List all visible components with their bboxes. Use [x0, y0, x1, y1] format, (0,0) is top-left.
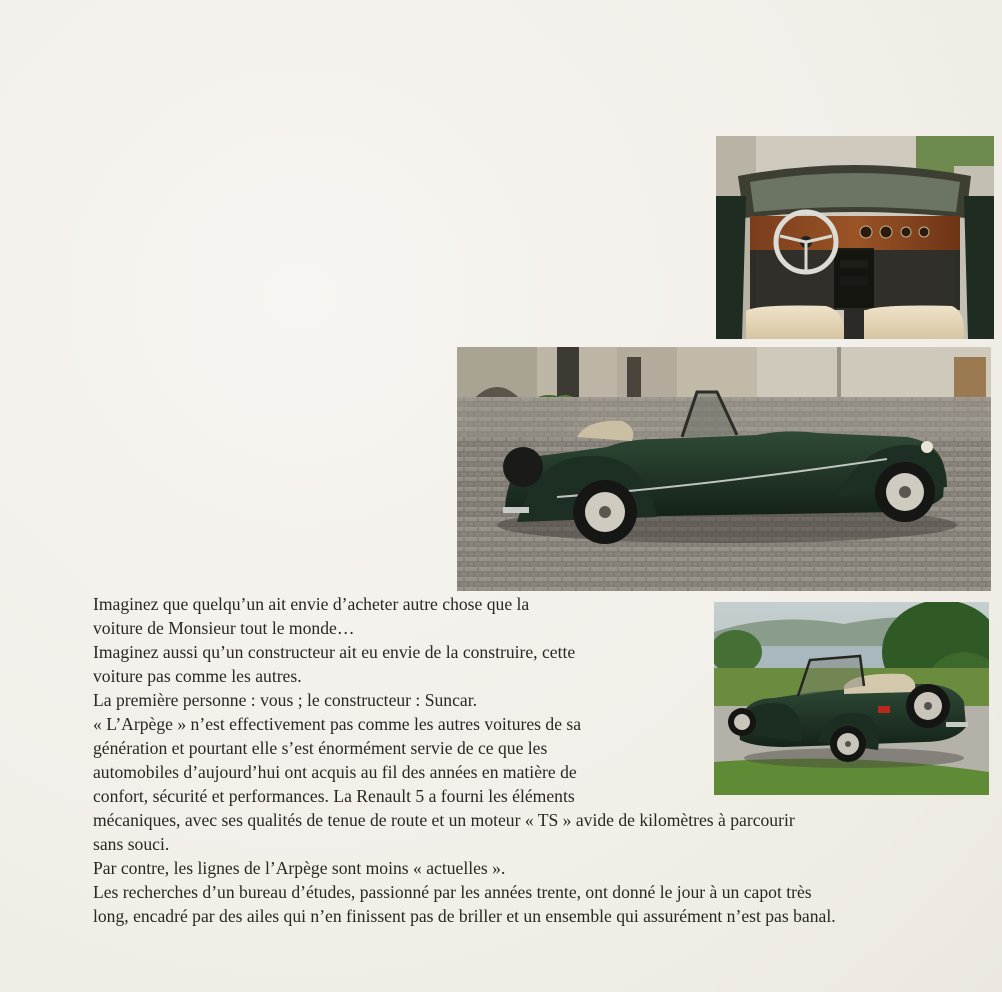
- text-line: mécaniques, avec ses qualités de tenue de route et un moteur « TS » avide de kilomètres à parcourir: [93, 810, 795, 830]
- text-line: voiture pas comme les autres.: [93, 666, 302, 686]
- car-street-photo: [457, 347, 991, 591]
- text-line: La première personne : vous ; le constructeur : Suncar.: [93, 690, 478, 710]
- text-line: confort, sécurité et performances. La Renault 5 a fourni les éléments: [93, 786, 575, 806]
- text-line: Imaginez aussi qu’un constructeur ait eu envie de la construire, cette: [93, 642, 576, 662]
- text-line: Imaginez que quelqu’un ait envie d’acheter autre chose que la: [93, 594, 530, 614]
- text-line: voiture de Monsieur tout le monde…: [93, 618, 355, 638]
- text-line: long, encadré par des ailes qui n’en finissent pas de briller et un ensemble qui assurément n’est pas banal.: [93, 906, 836, 926]
- text-line: Les recherches d’un bureau d’études, passionné par les années trente, ont donné le jour à un capot très: [93, 882, 812, 902]
- text-line: automobiles d’aujourd’hui ont acquis au fil des années en matière de: [93, 762, 577, 782]
- intro-text-narrow: [93, 592, 581, 808]
- text-line: génération et pourtant elle s’est énormément servie de ce que les: [93, 738, 548, 758]
- text-line: « L’Arpège » n’est effectivement pas comme les autres voitures de sa: [93, 714, 582, 734]
- car-lakeside-photo: [714, 602, 989, 795]
- text-line: Par contre, les lignes de l’Arpège sont moins « actuelles ».: [93, 858, 506, 878]
- intro-text-wide: [93, 808, 836, 928]
- car-interior-photo: [716, 136, 994, 339]
- text-line: sans souci.: [93, 834, 170, 854]
